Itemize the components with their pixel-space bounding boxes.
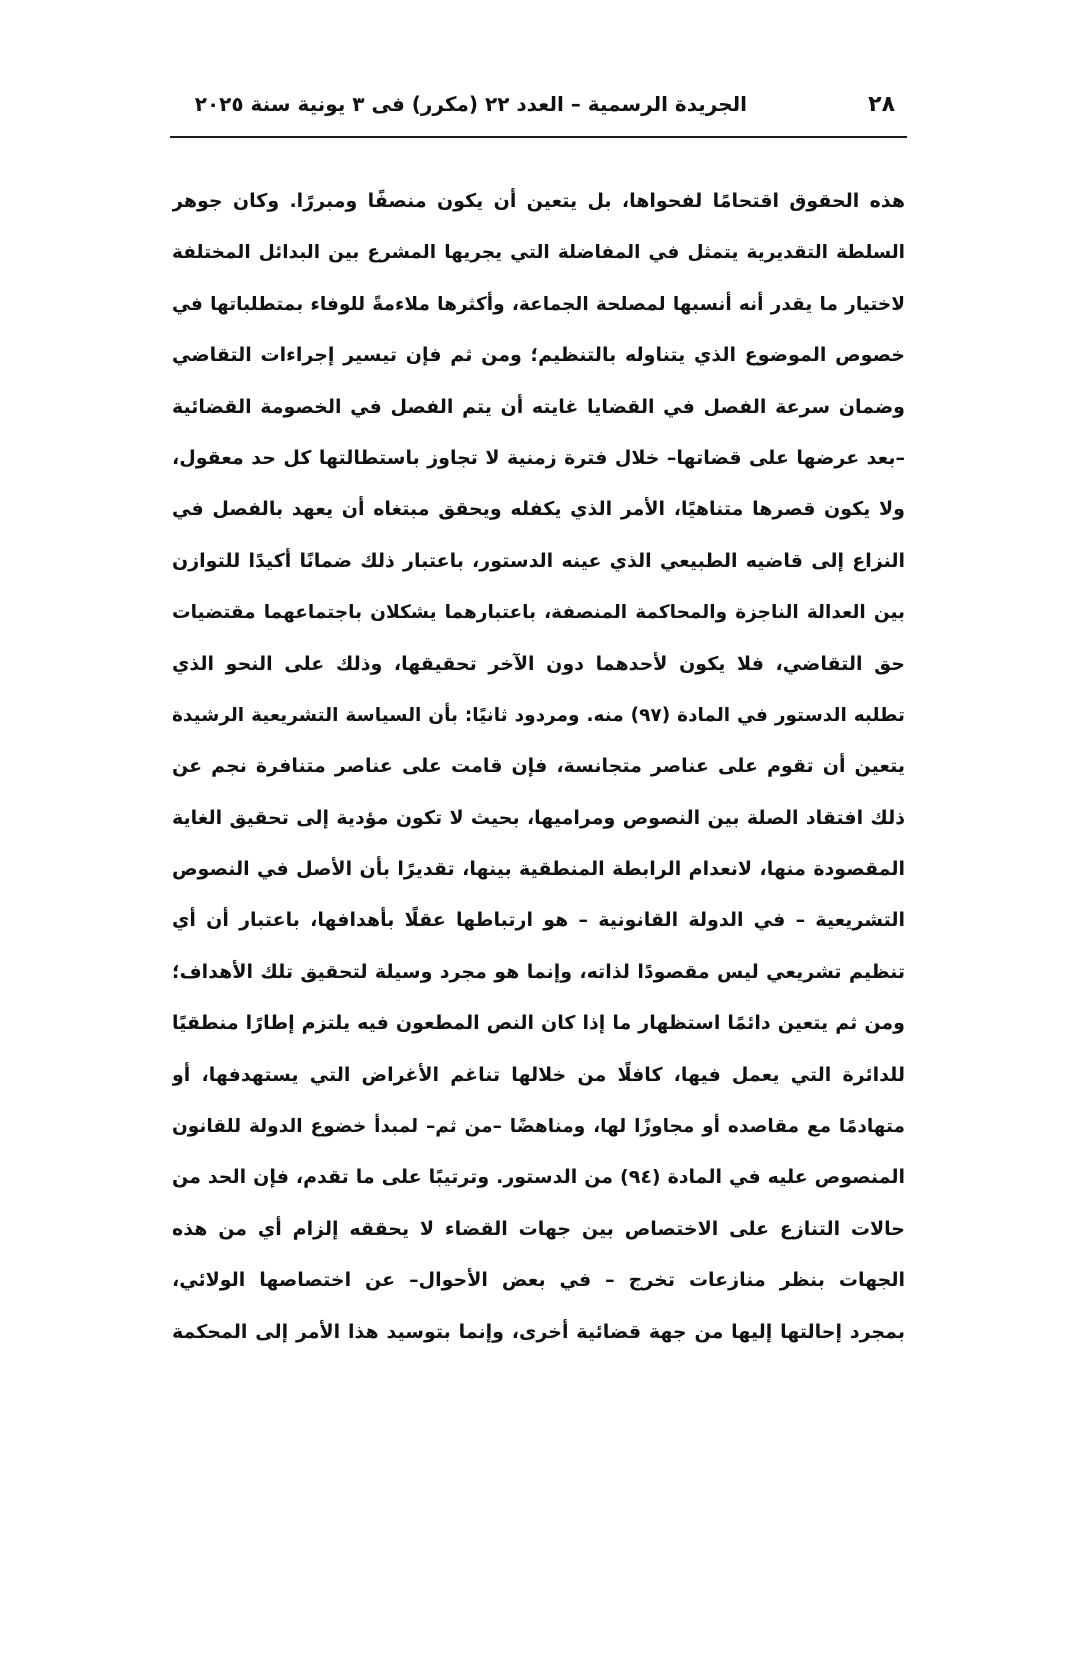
text-line: حالات التنازع على الاختصاص بين جهات القضاء لا يحققه إلزام أي من هذه xyxy=(172,1217,905,1240)
text-line: الجهات بنظر منازعات تخرج – في بعض الأحوال– عن اختصاصها الولائي، xyxy=(172,1269,905,1292)
running-head: الجريدة الرسمية – العدد ٢٢ (مكرر) فى ٣ يونية سنة ٢٠٢٥ xyxy=(194,92,747,116)
text-line: حق التقاضي، فلا يكون لأحدهما دون الآخر تحقيقها، وذلك على النحو الذي xyxy=(172,652,905,675)
text-line: التشريعية – في الدولة القانونية – هو ارتباطها عقلًا بأهدافها، باعتبار أن أي xyxy=(172,909,905,932)
text-line: ذلك افتقاد الصلة بين النصوص ومراميها، بحيث لا تكون مؤدية إلى تحقيق الغاية xyxy=(172,806,905,829)
text-line: خصوص الموضوع الذي يتناوله بالتنظيم؛ ومن ثم فإن تيسير إجراءات التقاضي xyxy=(172,344,905,367)
text-line: تنظيم تشريعي ليس مقصودًا لذاته، وإنما هو مجرد وسيلة لتحقيق تلك الأهداف؛ xyxy=(172,960,905,983)
text-line: لاختيار ما يقدر أنه أنسبها لمصلحة الجماعة، وأكثرها ملاءمةً للوفاء بمتطلباتها في xyxy=(172,293,905,315)
text-line: المقصودة منها، لانعدام الرابطة المنطقية بينها، تقديرًا بأن الأصل في النصوص xyxy=(172,858,905,881)
text-line: ومن ثم يتعين دائمًا استظهار ما إذا كان النص المطعون فيه يلتزم إطارًا منطقيًا xyxy=(172,1012,905,1035)
text-line: بين العدالة الناجزة والمحاكمة المنصفة، باعتبارهما يشكلان باجتماعهما مقتضيات xyxy=(172,602,905,624)
text-line: تطلبه الدستور في المادة (٩٧) منه. ومردود ثانيًا: بأن السياسة التشريعية الرشيدة xyxy=(172,704,905,726)
text-line: بمجرد إحالتها إليها من جهة قضائية أخرى، وإنما بتوسيد هذا الأمر إلى المحكمة xyxy=(172,1320,905,1343)
text-line: –بعد عرضها على قضاتها– خلال فترة زمنية لا تجاوز باستطالتها كل حد معقول، xyxy=(172,446,905,469)
text-line: ولا يكون قصرها متناهيًا، الأمر الذي يكفله ويحقق مبتغاه أن يعهد بالفصل في xyxy=(172,498,905,521)
body-text xyxy=(172,176,905,1358)
text-line: للدائرة التي يعمل فيها، كافلًا من خلالها تناغم الأغراض التي يستهدفها، أو xyxy=(172,1063,905,1086)
text-line: وضمان سرعة الفصل في القضايا غايته أن يتم الفصل في الخصومة القضائية xyxy=(172,395,905,418)
page-header xyxy=(170,86,907,130)
text-line: يتعين أن تقوم على عناصر متجانسة، فإن قامت على عناصر متنافرة نجم عن xyxy=(172,755,905,778)
text-line: السلطة التقديرية يتمثل في المفاضلة التي يجريها المشرع بين البدائل المختلفة xyxy=(172,242,905,264)
text-line: متهادمًا مع مقاصده أو مجاوزًا لها، ومناهضًا –من ثم– لمبدأ خضوع الدولة للقانون xyxy=(172,1116,905,1138)
text-line: المنصوص عليه في المادة (٩٤) من الدستور. وترتيبًا على ما تقدم، فإن الحد من xyxy=(172,1166,905,1189)
header-divider xyxy=(170,136,907,138)
text-line: النزاع إلى قاضيه الطبيعي الذي عينه الدستور، باعتبار ذلك ضمانًا أكيدًا للتوازن xyxy=(172,549,905,572)
page-number: ٢٨ xyxy=(868,92,895,117)
text-line: هذه الحقوق اقتحامًا لفحواها، بل يتعين أن يكون منصفًا ومبررًا. وكان جوهر xyxy=(172,190,905,212)
